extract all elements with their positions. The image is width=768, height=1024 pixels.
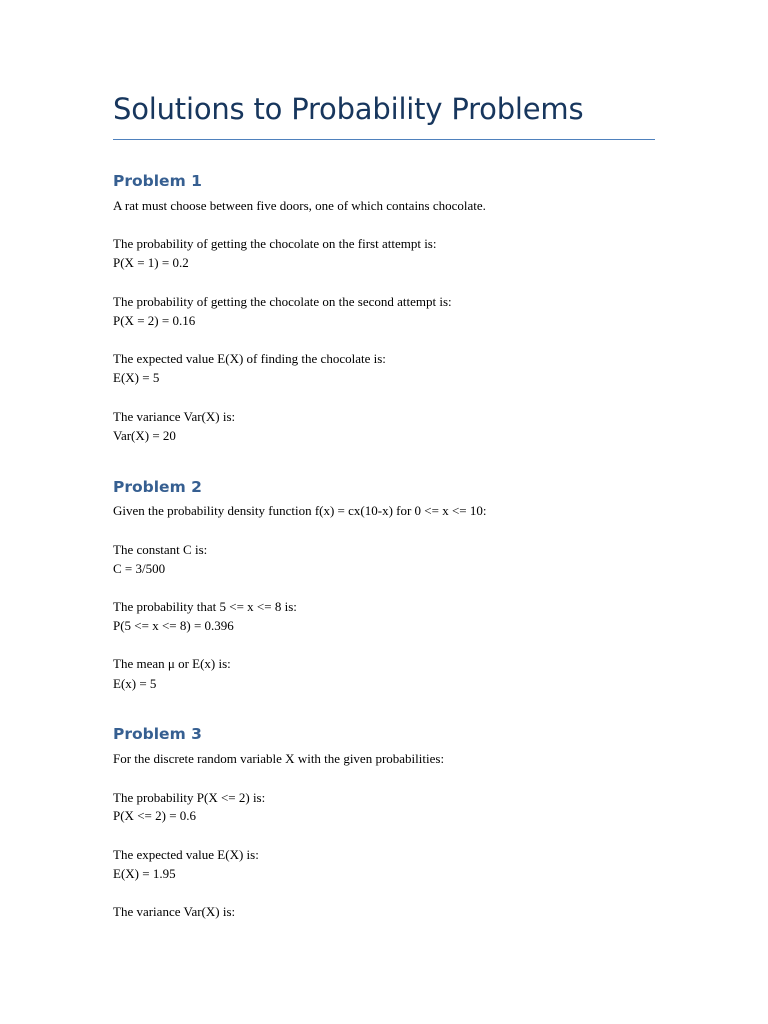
page-title: Solutions to Probability Problems — [113, 92, 584, 126]
problem-1-answer-1: P(X = 1) = 0.2 — [113, 255, 189, 270]
problem-2-answer-2: P(5 <= x <= 8) = 0.396 — [113, 618, 234, 633]
problem-2-intro: Given the probability density function f(x) = cx(10-x) for 0 <= x <= 10: — [113, 503, 487, 518]
problem-3-question-1: The probability P(X <= 2) is: — [113, 790, 266, 805]
problem-3-intro: For the discrete random variable X with the given probabilities: — [113, 751, 445, 766]
problem-3-question-2: The expected value E(X) is: — [113, 847, 259, 862]
problem-2-question-2: The probability that 5 <= x <= 8 is: — [113, 599, 297, 614]
problem-2-answer-3: E(x) = 5 — [113, 676, 157, 691]
problem-1-question-1: The probability of getting the chocolate on the first attempt is: — [113, 236, 437, 251]
problem-1-question-3: The expected value E(X) of finding the chocolate is: — [113, 351, 386, 366]
problem-1-heading: Problem 1 — [113, 172, 202, 190]
problem-1-question-2: The probability of getting the chocolate on the second attempt is: — [113, 294, 452, 309]
problem-1-intro: A rat must choose between five doors, one of which contains chocolate. — [113, 198, 486, 213]
problem-3-question-3: The variance Var(X) is: — [113, 904, 236, 919]
problem-1-question-4: The variance Var(X) is: — [113, 409, 236, 424]
problem-3-answer-2: E(X) = 1.95 — [113, 866, 176, 881]
problem-1-answer-2: P(X = 2) = 0.16 — [113, 313, 196, 328]
problem-2-answer-1: C = 3/500 — [113, 561, 166, 576]
problem-1-answer-3: E(X) = 5 — [113, 370, 160, 385]
problem-2-question-3: The mean μ or E(x) is: — [113, 656, 231, 671]
title-underline — [113, 139, 655, 140]
problem-2-heading: Problem 2 — [113, 478, 202, 496]
problem-3-heading: Problem 3 — [113, 725, 202, 743]
problem-3-answer-1: P(X <= 2) = 0.6 — [113, 808, 197, 823]
problem-2-question-1: The constant C is: — [113, 542, 208, 557]
problem-1-answer-4: Var(X) = 20 — [113, 428, 176, 443]
